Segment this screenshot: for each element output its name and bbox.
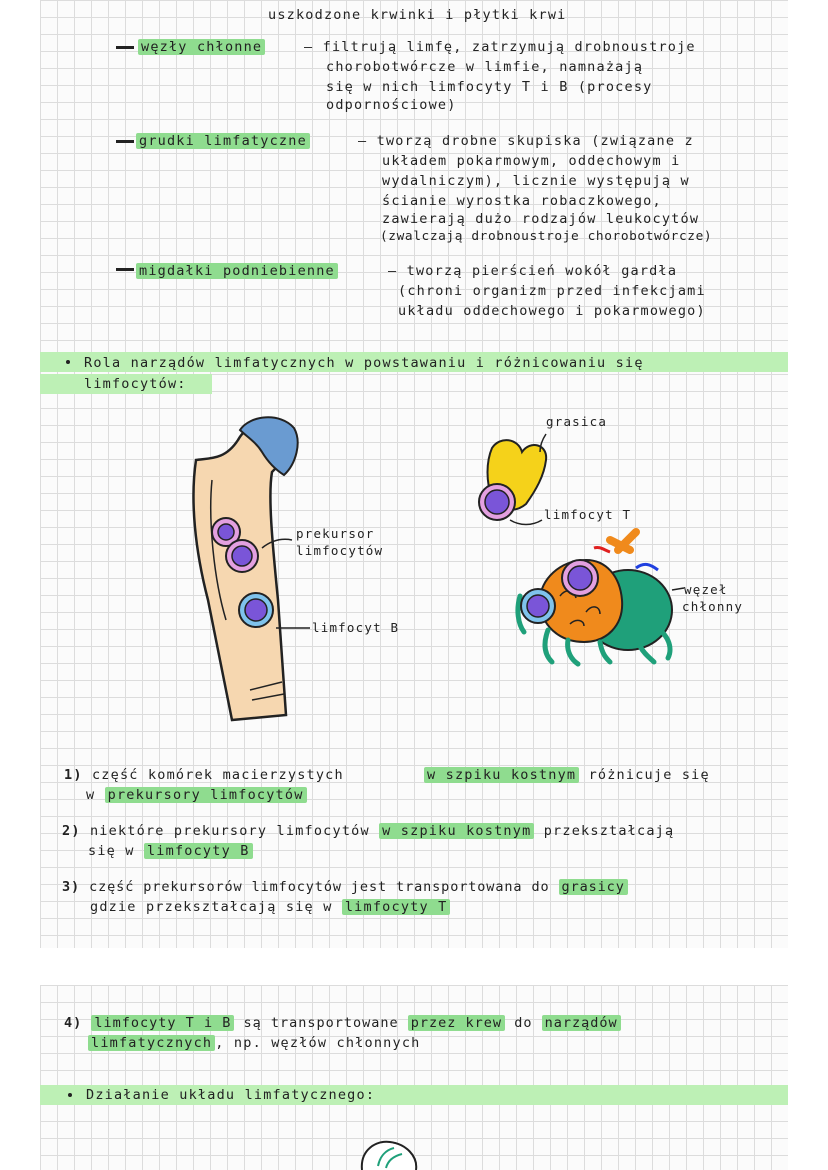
t-cell-pointer <box>510 520 542 525</box>
organ-term-2: grudki limfatyczne <box>136 132 310 150</box>
step-3-line-2: gdzie przekształcają się w limfocyty T <box>90 898 450 916</box>
label-b-cell: limfocyt B <box>312 620 400 635</box>
step-1-line-1b: w szpiku kostnym różnicuje się <box>424 766 710 784</box>
precursor-cell-2 <box>226 540 258 572</box>
step-1-line-1: 1) część komórek macierzystych <box>64 767 344 783</box>
bullet-2 <box>68 1093 72 1097</box>
t-cell-in-thymus <box>479 484 515 520</box>
step-4-line-1: 4) limfocyty T i B są transportowane przez krew do narządów <box>64 1014 621 1032</box>
dash-1 <box>116 46 134 49</box>
organ-desc-1-line-2: chorobotwórcze w limfie, namnażają <box>326 59 644 75</box>
organ-desc-3-line-1: – tworzą pierścień wokół gardła <box>388 263 678 279</box>
step-4-line-2: limfatycznych , np. węzłów chłonnych <box>88 1034 420 1052</box>
lymphocyte-diagram <box>0 400 828 760</box>
section-1-heading-line-1: Rola narządów limfatycznych w powstawaniu i różnicowaniu się <box>84 355 644 371</box>
label-thymus: grasica <box>546 414 608 429</box>
label-precursor-1: prekursor <box>296 526 375 541</box>
label-precursor-2: limfocytów <box>296 543 384 558</box>
organ-desc-2-line-6: (zwalczają drobnoustroje chorobotwórcze) <box>380 229 713 244</box>
dash-2 <box>116 140 134 143</box>
label-node-2: chłonny <box>682 599 744 614</box>
step-2-line-2: się w limfocyty B <box>88 842 253 860</box>
t-cell-in-node <box>562 560 598 596</box>
organ-desc-2-line-3: wydalniczym), licznie występują w <box>382 173 690 189</box>
node-pointer <box>672 588 684 590</box>
organ-term-1: węzły chłonne <box>138 38 265 56</box>
step-3-line-1: 3) część prekursorów limfocytów jest transportowana do grasicy <box>62 878 628 896</box>
top-line: uszkodzone krwinki i płytki krwi <box>268 7 567 23</box>
section-1-heading-line-2: limfocytów: <box>84 376 187 392</box>
organ-desc-1-line-1: – filtrują limfę, zatrzymują drobnoustroje <box>304 39 696 55</box>
b-cell <box>239 593 273 627</box>
organ-desc-1-line-4: odpornościowe) <box>326 97 457 113</box>
dash-3 <box>116 268 134 271</box>
organ-desc-2-line-1: – tworzą drobne skupiska (związane z <box>358 133 694 149</box>
organ-desc-1-line-3: się w nich limfocyty T i B (procesy <box>326 79 653 95</box>
organ-desc-3-line-3: układu oddechowego i pokarmowego) <box>398 303 706 319</box>
organ-desc-2-line-5: zawierają dużo rodzajów leukocytów <box>382 211 700 227</box>
partial-illustration <box>340 1136 440 1170</box>
organ-desc-2-line-4: ścianie wyrostka robaczkowego, <box>382 193 662 209</box>
organ-desc-3-line-2: (chroni organizm przed infekcjami <box>398 283 706 299</box>
organ-desc-2-line-2: układem pokarmowym, oddechowym i <box>382 153 681 169</box>
organ-term-3: migdałki podniebienne <box>136 262 338 280</box>
step-1-line-2: w prekursory limfocytów <box>86 786 307 804</box>
label-t-cell: limfocyt T <box>544 507 632 522</box>
label-node-1: węzeł <box>684 582 728 597</box>
step-2-line-1: 2) niektóre prekursory limfocytów w szpiku kostnym przekształcają <box>62 823 675 839</box>
section-2-heading: Działanie układu limfatycznego: <box>86 1087 376 1103</box>
bullet-1 <box>66 360 70 364</box>
b-cell-in-node <box>521 589 555 623</box>
